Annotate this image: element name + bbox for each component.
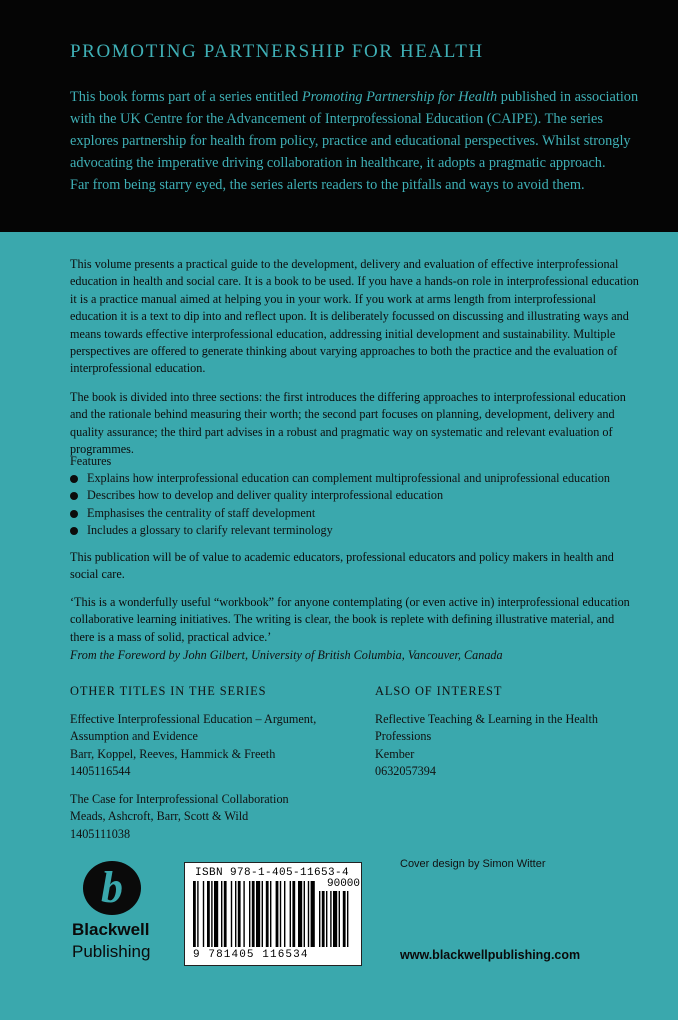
series-intro xyxy=(70,86,650,196)
isbn-text: ISBN 978-1-405-11653-4 xyxy=(195,867,350,879)
isbn-barcode xyxy=(184,862,362,966)
barcode-addon-bar xyxy=(326,891,327,947)
barcode-bar xyxy=(276,881,279,947)
barcode-bar xyxy=(298,881,302,947)
bullet-icon xyxy=(70,475,78,483)
price-code: 90000 xyxy=(327,878,361,890)
series-intro-line2: Far from being starry eyed, the series alerts readers to the pitfalls and ways to avoid them. xyxy=(70,177,585,193)
also-of-interest-heading: ALSO OF INTEREST xyxy=(375,684,503,698)
barcode-addon-bar xyxy=(343,891,346,947)
publisher-subname: Publishing xyxy=(72,942,151,961)
barcode-addon-bar xyxy=(330,891,331,947)
book-isbn: 1405116544 xyxy=(70,764,131,779)
series-band xyxy=(0,0,678,232)
book-title: Effective Interprofessional Education – Argument, Assumption and Evidence xyxy=(70,712,317,744)
description-paragraph-1: This volume presents a practical guide to the development, delivery and evaluation of effective interprofessional education in health and social care. It is a book to be used. If you have a hands-on role in interprofessional education it is a practice manual aimed at helping you in your work. If you work at arms length from interprofessional education it is a text to dip into and reflect upon. It is deliberately focussed on discussing and illustrating ways and means towards effective interprofessional education, addressing initial development and sustainability. Multiple perspectives are offered to generate thinking about varying approaches to both the practice and the evaluation of interprofessional education. xyxy=(70,257,639,376)
barcode-bar xyxy=(280,881,281,947)
book-authors: Meads, Ashcroft, Barr, Scott & Wild xyxy=(70,809,249,824)
barcode-bar xyxy=(270,881,271,947)
feature-text: Explains how interprofessional education can complement multiprofessional and uniprofessional education xyxy=(87,471,610,485)
barcode-bar xyxy=(197,881,198,947)
book-authors: Barr, Koppel, Reeves, Hammick & Freeth xyxy=(70,746,276,761)
quote-attribution: From the Foreword by John Gilbert, University of British Columbia, Vancouver, Canada xyxy=(70,648,503,662)
barcode-bar xyxy=(231,881,232,947)
barcode-bar xyxy=(256,881,260,947)
barcode-bar xyxy=(308,881,309,947)
barcode-bar xyxy=(290,881,291,947)
barcode-bar xyxy=(292,881,295,947)
barcode-bar xyxy=(284,881,285,947)
feature-item xyxy=(70,470,650,487)
blackwell-logo-icon xyxy=(82,860,142,916)
book-isbn: 0632057394 xyxy=(375,764,436,779)
barcode-bar xyxy=(224,881,227,947)
barcode-bar xyxy=(311,881,315,947)
barcode-bars xyxy=(193,881,353,949)
barcode-bar xyxy=(238,881,241,947)
barcode-bar xyxy=(252,881,255,947)
barcode-bar xyxy=(262,881,263,947)
barcode-bar xyxy=(304,881,305,947)
series-book-1 xyxy=(70,711,360,781)
barcode-bar xyxy=(243,881,244,947)
feature-text: Describes how to develop and deliver quality interprofessional education xyxy=(87,488,444,503)
bullet-icon xyxy=(70,527,78,535)
barcode-addon-bar xyxy=(322,891,325,947)
bullet-icon xyxy=(70,510,78,518)
feature-item xyxy=(70,505,650,522)
book-title: The Case for Interprofessional Collaboration xyxy=(70,792,289,806)
barcode-addon-bar xyxy=(319,891,320,947)
other-titles-heading: OTHER TITLES IN THE SERIES xyxy=(70,684,267,698)
logo-letter: b xyxy=(101,863,123,912)
book-title: Reflective Teaching & Learning in the Health Professions xyxy=(375,712,598,744)
publisher-website: www.blackwellpublishing.com xyxy=(400,948,581,962)
barcode-bar xyxy=(249,881,250,947)
series-name: Promoting Partnership for Health xyxy=(301,89,498,105)
series-intro-lead: This book forms part of a series entitled xyxy=(70,89,302,105)
barcode-bar xyxy=(211,881,212,947)
endorsement-quote: ‘This is a wonderfully useful “workbook” for anyone contemplating (or even active in) interprofessional education collaborative learning initiatives. The writing is clear, the book is replete with defining illustrative material, and there is a mass of solid, practical advice.’ xyxy=(70,595,630,644)
series-title: PROMOTING PARTNERSHIP FOR HEALTH xyxy=(70,41,484,62)
book-authors: Kember xyxy=(375,746,415,761)
bullet-icon xyxy=(70,492,78,500)
related-book-1 xyxy=(375,711,635,781)
feature-item xyxy=(70,487,650,504)
cover-credit: Cover design by Simon Witter xyxy=(400,858,546,870)
barcode-bar xyxy=(207,881,210,947)
publisher-name: Blackwell xyxy=(72,920,150,939)
feature-text: Emphasises the centrality of staff development xyxy=(87,505,316,520)
features-list xyxy=(70,470,650,540)
barcode-bar xyxy=(235,881,236,947)
barcode-bar xyxy=(203,881,204,947)
barcode-addon-bar xyxy=(333,891,337,947)
barcode-addon-bar xyxy=(339,891,340,947)
barcode-bar xyxy=(193,881,196,947)
barcode-bar xyxy=(221,881,222,947)
barcode-addon-bar xyxy=(347,891,348,947)
features-heading: Features xyxy=(70,454,112,468)
book-isbn: 1405111038 xyxy=(70,826,131,841)
series-intro-rest: published in association with the UK Centre for the Advancement of Interprofessional Education (CAIPE). The series explores partnership for health from policy, practice and educational perspectives. Whilst strongly advocating the imperative driving collaboration in healthcare, it adopts a pragmatic approach. xyxy=(70,89,639,171)
feature-item xyxy=(70,522,650,539)
series-book-2 xyxy=(70,791,360,843)
barcode-digits: 9 781405 116534 xyxy=(193,949,309,961)
feature-text: Includes a glossary to clarify relevant terminology xyxy=(87,523,333,538)
barcode-bar xyxy=(214,881,218,947)
description-paragraph-2: The book is divided into three sections: the first introduces the differing approaches to interprofessional education and the rationale behind measuring their worth; the second part focuses on planning, development, delivery and quality assurance; the third part advises in a robust and pragmatic way on systematic and relevant evaluation of programmes. xyxy=(70,390,626,457)
audience-paragraph: This publication will be of value to academic educators, professional educators and policy makers in health and social care. xyxy=(70,550,614,582)
barcode-bar xyxy=(266,881,269,947)
